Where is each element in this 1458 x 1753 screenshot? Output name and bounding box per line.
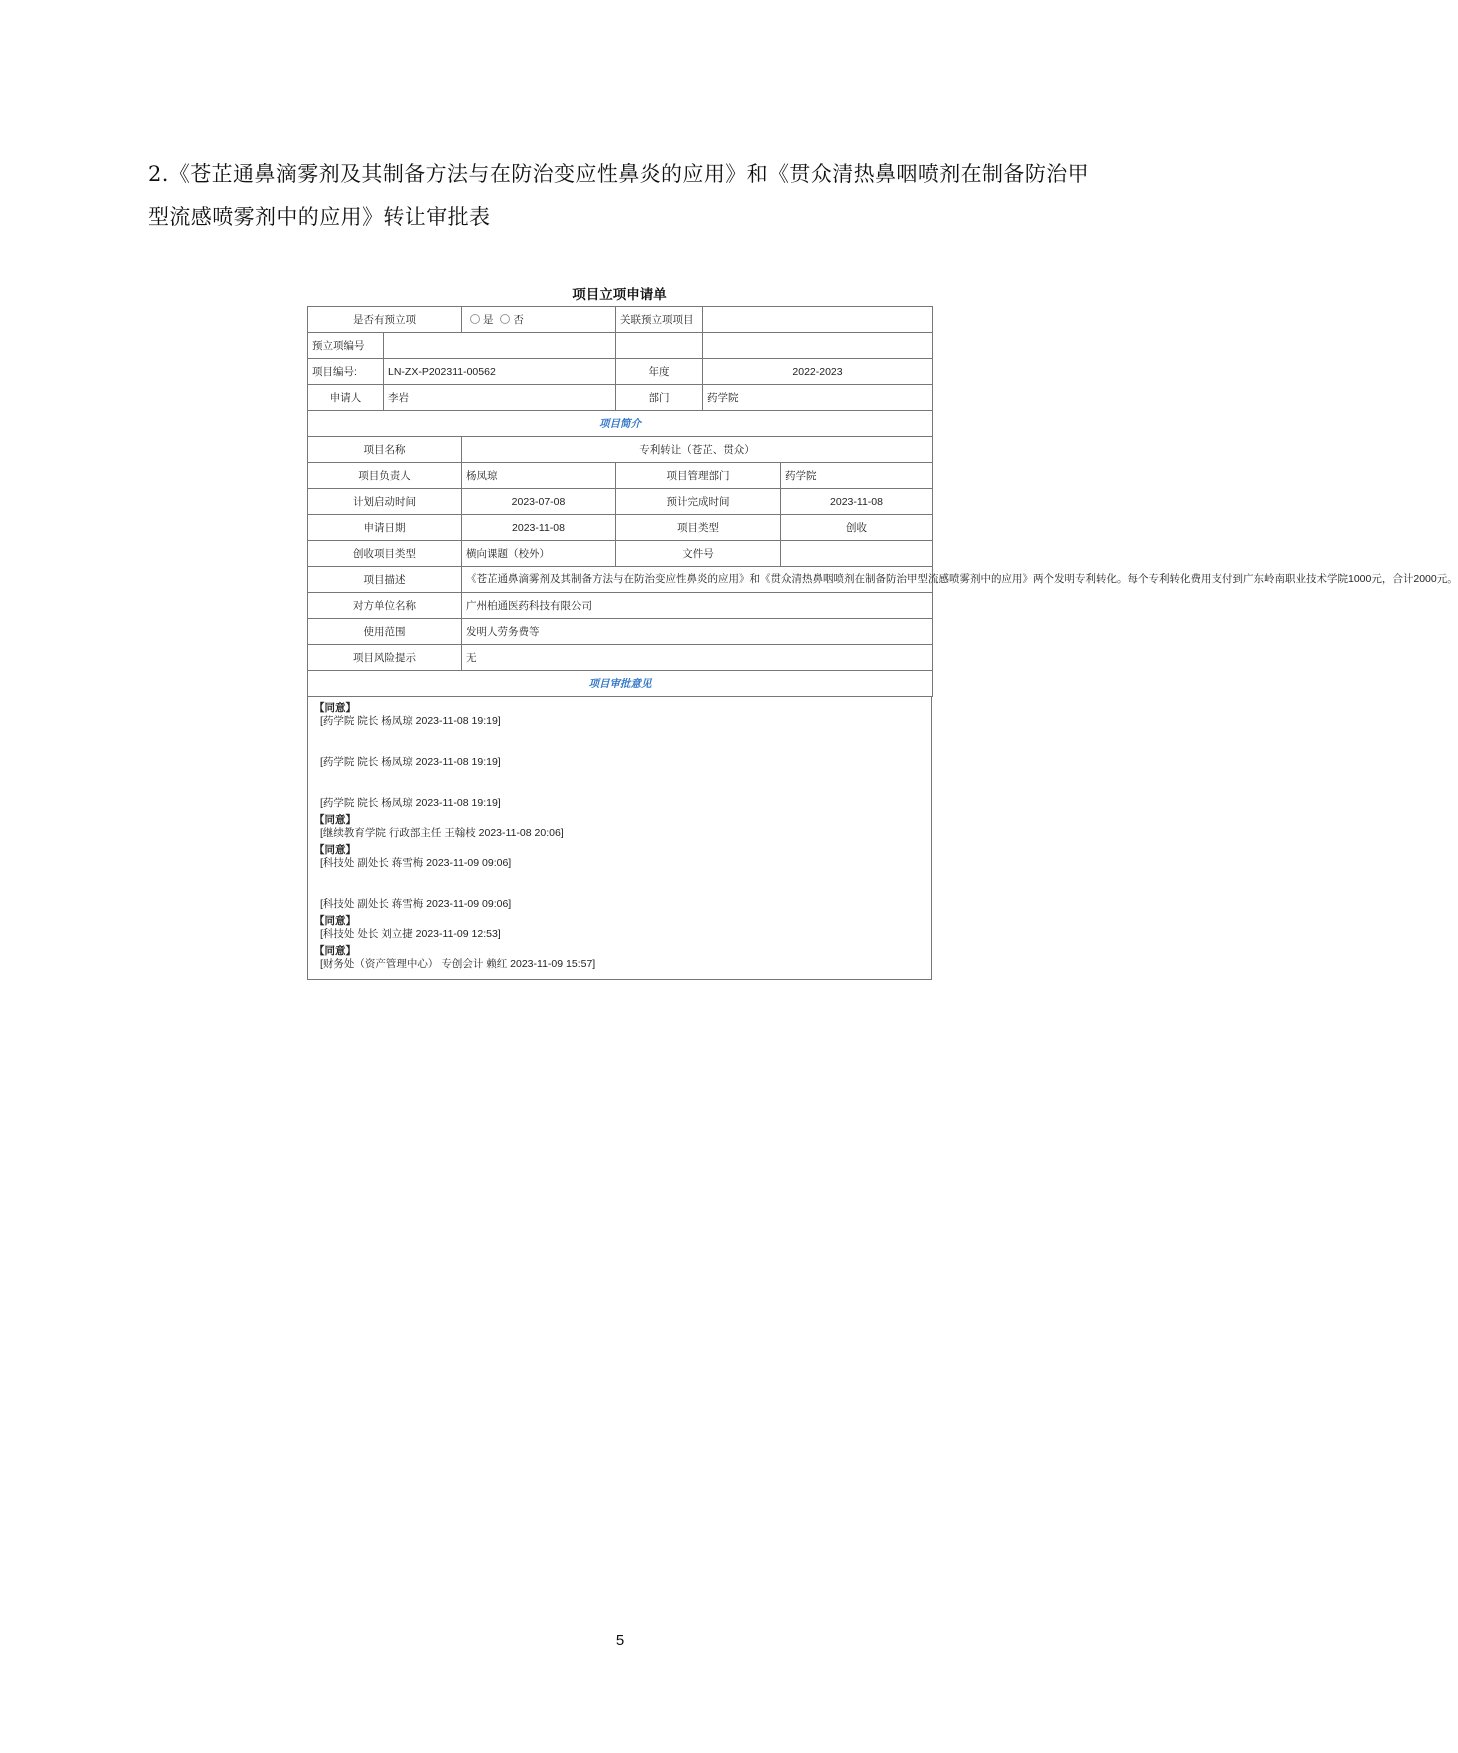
- label-apply-date: 申请日期: [308, 515, 462, 541]
- label-year: 年度: [616, 359, 703, 385]
- empty-cell: [616, 333, 703, 359]
- row-schedule: [308, 489, 933, 515]
- label-mgmt-dept: 项目管理部门: [616, 463, 781, 489]
- approval-record: [科技处 副处长 蒋雪梅 2023-11-09 09:06]: [320, 898, 512, 910]
- end-time-value: 2023-11-08: [781, 489, 933, 515]
- label-project-name: 项目名称: [308, 437, 462, 463]
- row-risk: [308, 645, 933, 671]
- label-description: 项目描述: [308, 567, 462, 593]
- approval-record: [药学院 院长 杨凤琼 2023-11-08 19:19]: [320, 756, 501, 768]
- project-name-value: 专利转让（苍芷、贯众）: [462, 437, 933, 463]
- approval-record: [药学院 院长 杨凤琼 2023-11-08 19:19]: [320, 797, 501, 809]
- row-leader: [308, 463, 933, 489]
- risk-value: 无: [462, 645, 933, 671]
- approval-record: [继续教育学院 行政部主任 王翰枝 2023-11-08 20:06]: [320, 827, 564, 839]
- applicant-value: 李岩: [384, 385, 616, 411]
- description-value: 《苍芷通鼻滴雾剂及其制备方法与在防治变应性鼻炎的应用》和《贯众清热鼻咽喷剂在制备防治甲型流感喷雾剂中的应用》两个发明专利转化。每个专利转化费用支付到广东岭南职业技术学院1000元，合计2000元。: [462, 567, 933, 593]
- approval-record: [科技处 处长 刘立捷 2023-11-09 12:53]: [320, 928, 501, 940]
- row-project-name: [308, 437, 933, 463]
- section-title-approval: 项目审批意见: [308, 671, 933, 697]
- label-project-type: 项目类型: [616, 515, 781, 541]
- approval-status: 【同意】: [314, 945, 356, 957]
- label-doc-number: 文件号: [616, 541, 781, 567]
- label-applicant: 申请人: [308, 385, 384, 411]
- preproject-number-value: [384, 333, 616, 359]
- label-leader: 项目负责人: [308, 463, 462, 489]
- approval-status: 【同意】: [314, 702, 356, 714]
- label-preproject-number: 预立项编号: [308, 333, 384, 359]
- approval-record: [药学院 院长 杨凤琼 2023-11-08 19:19]: [320, 715, 501, 727]
- row-apply-date: [308, 515, 933, 541]
- department-value: 药学院: [703, 385, 933, 411]
- label-risk: 项目风险提示: [308, 645, 462, 671]
- row-applicant: [308, 385, 933, 411]
- row-preproject-number: [308, 333, 933, 359]
- section-title-intro: 项目简介: [308, 411, 933, 437]
- project-number-value: LN-ZX-P202311-00562: [384, 359, 616, 385]
- mgmt-dept-value: 药学院: [781, 463, 933, 489]
- label-scope: 使用范围: [308, 619, 462, 645]
- radio-yes-label: 是: [483, 314, 494, 326]
- year-value: 2022-2023: [703, 359, 933, 385]
- form-title: 项目立项申请单: [572, 287, 667, 302]
- approval-status: 【同意】: [314, 915, 356, 927]
- preproject-radio-group: [462, 307, 616, 333]
- row-income-type: [308, 541, 933, 567]
- document-heading: 2.《苍芷通鼻滴雾剂及其制备方法与在防治变应性鼻炎的应用》和《贯众清热鼻咽喷剂在制备防治甲型流感喷雾剂中的应用》转让审批表: [148, 162, 1090, 229]
- page-number: 5: [615, 1632, 625, 1649]
- approval-status: 【同意】: [314, 814, 356, 826]
- scope-value: 发明人劳务费等: [462, 619, 933, 645]
- row-counterparty: [308, 593, 933, 619]
- label-project-number: 项目编号:: [308, 359, 384, 385]
- label-start-time: 计划启动时间: [308, 489, 462, 515]
- label-has-preproject: 是否有预立项: [308, 307, 462, 333]
- doc-number-value: [781, 541, 933, 567]
- approval-status: 【同意】: [314, 844, 356, 856]
- row-preproject: [308, 307, 933, 333]
- row-scope: [308, 619, 933, 645]
- label-department: 部门: [616, 385, 703, 411]
- approval-record: [财务处（资产管理中心） 专创会计 赖红 2023-11-09 15:57]: [320, 958, 596, 970]
- label-related-project: 关联预立项项目: [616, 307, 703, 333]
- row-description: [308, 567, 933, 593]
- row-project-number: [308, 359, 933, 385]
- empty-cell: [703, 333, 933, 359]
- income-type-value: 横向课题（校外）: [462, 541, 616, 567]
- label-income-type: 创收项目类型: [308, 541, 462, 567]
- approval-opinions: [307, 697, 932, 980]
- radio-no[interactable]: [500, 314, 510, 324]
- label-counterparty: 对方单位名称: [308, 593, 462, 619]
- section-approval-row: [308, 671, 933, 697]
- counterparty-value: 广州柏通医药科技有限公司: [462, 593, 933, 619]
- section-intro-row: [308, 411, 933, 437]
- apply-date-value: 2023-11-08: [462, 515, 616, 541]
- form-screenshot: [307, 283, 1458, 980]
- approval-record: [科技处 副处长 蒋雪梅 2023-11-09 09:06]: [320, 857, 512, 869]
- label-end-time: 预计完成时间: [616, 489, 781, 515]
- project-type-value: 创收: [781, 515, 933, 541]
- leader-value: 杨凤琼: [462, 463, 616, 489]
- radio-yes[interactable]: [470, 314, 480, 324]
- form-table: [307, 306, 1458, 697]
- radio-no-label: 否: [513, 314, 524, 326]
- related-project-value: [703, 307, 933, 333]
- start-time-value: 2023-07-08: [462, 489, 616, 515]
